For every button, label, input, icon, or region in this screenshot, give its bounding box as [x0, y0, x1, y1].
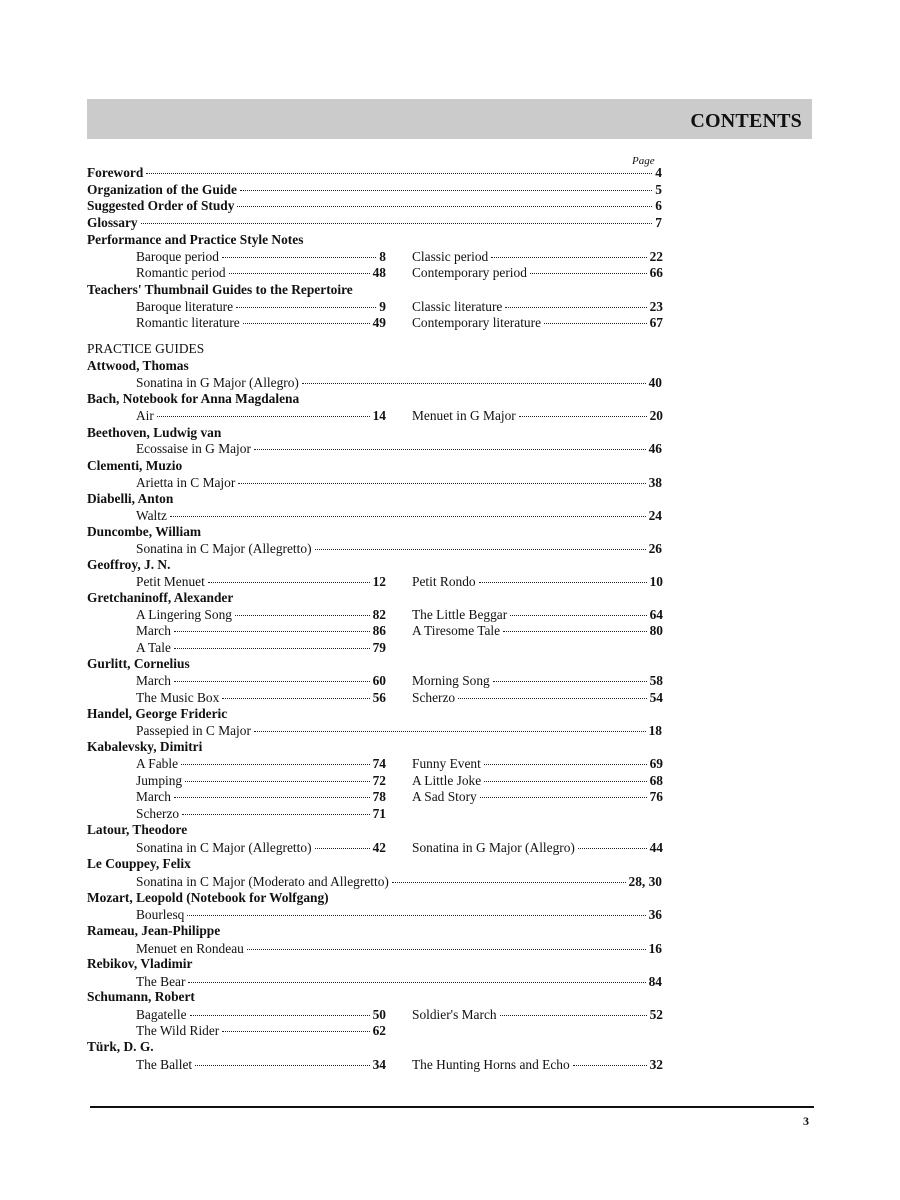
- toc-entry-title: The Hunting Horns and Echo: [412, 1057, 570, 1072]
- toc-entry-page: 6: [655, 198, 662, 213]
- toc-entry: [412, 690, 663, 706]
- toc-section-heading: Gretchaninoff, Alexander: [87, 590, 234, 605]
- toc-entry-title: A Tale: [136, 640, 171, 655]
- dot-leader: [510, 615, 646, 616]
- toc-entry-page: 48: [372, 265, 386, 280]
- toc-section-heading: PRACTICE GUIDES: [87, 341, 205, 356]
- toc-entry-page: 54: [649, 690, 663, 705]
- toc-section-heading: Beethoven, Ludwig van: [87, 425, 222, 440]
- dot-leader: [174, 797, 370, 798]
- toc-entry-page: 44: [649, 840, 663, 855]
- dot-leader: [240, 190, 652, 191]
- toc-entry: [136, 806, 386, 822]
- toc-section-heading: Latour, Theodore: [87, 822, 188, 837]
- toc-entry: [136, 756, 386, 772]
- toc-section-heading: Mozart, Leopold (Notebook for Wolfgang): [87, 890, 329, 905]
- toc-entry: [412, 789, 663, 805]
- toc-entry-page: 34: [372, 1057, 386, 1072]
- dot-leader: [491, 257, 646, 258]
- dot-leader: [182, 814, 369, 815]
- toc-section-heading: Diabelli, Anton: [87, 491, 174, 506]
- dot-leader: [254, 731, 646, 732]
- toc-entry-title: Suggested Order of Study: [87, 198, 235, 213]
- toc-entry: [136, 375, 662, 391]
- toc-entry-page: 49: [372, 315, 386, 330]
- toc-section-heading: Le Couppey, Felix: [87, 856, 191, 871]
- toc-entry-page: 66: [649, 265, 663, 280]
- toc-section-heading: Attwood, Thomas: [87, 358, 189, 373]
- toc-section-heading: Teachers' Thumbnail Guides to the Repertoire: [87, 282, 353, 297]
- toc-section-heading: Geoffroy, J. N.: [87, 557, 171, 572]
- toc-entry: [412, 673, 663, 689]
- toc-entry: [136, 265, 386, 281]
- dot-leader: [243, 323, 370, 324]
- toc-entry: [412, 607, 663, 623]
- dot-leader: [480, 797, 647, 798]
- toc-entry: [136, 574, 386, 590]
- toc-entry: [136, 249, 386, 265]
- dot-leader: [237, 206, 652, 207]
- toc-entry: [136, 789, 386, 805]
- toc-entry-page: 46: [648, 441, 662, 456]
- toc-entry-page: 80: [649, 623, 663, 638]
- toc-entry: [136, 315, 386, 331]
- page-title: CONTENTS: [690, 110, 802, 132]
- dot-leader: [302, 383, 646, 384]
- dot-leader: [484, 764, 647, 765]
- dot-leader: [222, 257, 376, 258]
- toc-entry: [136, 541, 662, 557]
- toc-entry: [136, 1057, 386, 1073]
- toc-entry: [412, 315, 663, 331]
- dot-leader: [503, 631, 647, 632]
- dot-leader: [505, 307, 646, 308]
- toc-entry: [136, 475, 662, 491]
- dot-leader: [254, 449, 646, 450]
- toc-entry-page: 72: [372, 773, 386, 788]
- dot-leader: [315, 848, 370, 849]
- toc-entry-title: Passepied in C Major: [136, 723, 251, 738]
- toc-entry-title: Contemporary period: [412, 265, 527, 280]
- toc-entry-page: 36: [648, 907, 662, 922]
- toc-entry: [136, 690, 386, 706]
- toc-entry-page: 86: [372, 623, 386, 638]
- toc-entry: [412, 1007, 663, 1023]
- dot-leader: [174, 648, 370, 649]
- toc-entry-title: The Ballet: [136, 1057, 193, 1072]
- toc-entry-title: Funny Event: [412, 756, 481, 771]
- toc-entry-page: 8: [379, 249, 386, 264]
- toc-entry-page: 22: [649, 249, 663, 264]
- toc-section-heading: Rebikov, Vladimir: [87, 956, 193, 971]
- toc-entry-page: 42: [372, 840, 386, 855]
- toc-entry-page: 32: [649, 1057, 663, 1072]
- toc-entry-title: Sonatina in C Major (Moderato and Allegretto): [136, 874, 389, 889]
- dot-leader: [578, 848, 647, 849]
- toc-entry-page: 71: [372, 806, 386, 821]
- toc-entry: [87, 165, 662, 181]
- dot-leader: [222, 698, 369, 699]
- toc-entry-title: Scherzo: [412, 690, 456, 705]
- toc-entry-title: Foreword: [87, 165, 144, 180]
- toc-entry-title: Arietta in C Major: [136, 475, 236, 490]
- toc-entry-title: Classic period: [412, 249, 489, 264]
- footer-page-number: 3: [803, 1114, 809, 1128]
- toc-section-heading: Clementi, Muzio: [87, 458, 183, 473]
- page-column-label: Page: [632, 155, 655, 167]
- dot-leader: [315, 549, 646, 550]
- toc-entry: [412, 773, 663, 789]
- toc-entry-title: Waltz: [136, 508, 167, 523]
- toc-entry: [136, 907, 662, 923]
- dot-leader: [573, 1065, 647, 1066]
- toc-entry-page: 24: [648, 508, 662, 523]
- toc-entry: [412, 1057, 663, 1073]
- toc-entry-title: Baroque literature: [136, 299, 234, 314]
- toc-entry-title: Petit Menuet: [136, 574, 205, 589]
- dot-leader: [187, 915, 645, 916]
- footer-rule: [90, 1106, 814, 1108]
- toc-entry: [136, 941, 662, 957]
- toc-entry: [136, 673, 386, 689]
- toc-entry-title: Baroque period: [136, 249, 219, 264]
- toc-entry-title: A Lingering Song: [136, 607, 232, 622]
- toc-entry: [136, 1007, 386, 1023]
- toc-entry-page: 10: [649, 574, 663, 589]
- dot-leader: [185, 781, 369, 782]
- dot-leader: [479, 582, 647, 583]
- toc-entry-title: Menuet en Rondeau: [136, 941, 244, 956]
- toc-entry-page: 18: [648, 723, 662, 738]
- dot-leader: [190, 1015, 370, 1016]
- toc-entry-title: Ecossaise in G Major: [136, 441, 251, 456]
- toc-entry: [136, 974, 662, 990]
- toc-entry-page: 56: [372, 690, 386, 705]
- toc-entry-page: 40: [648, 375, 662, 390]
- toc-entry-page: 74: [372, 756, 386, 771]
- dot-leader: [157, 416, 370, 417]
- dot-leader: [235, 615, 370, 616]
- dot-leader: [195, 1065, 369, 1066]
- toc-entry-page: 28, 30: [628, 874, 662, 889]
- toc-entry-title: A Tiresome Tale: [412, 623, 501, 638]
- toc-entry-page: 78: [372, 789, 386, 804]
- dot-leader: [229, 273, 370, 274]
- dot-leader: [146, 173, 652, 174]
- toc-entry-page: 67: [649, 315, 663, 330]
- dot-leader: [458, 698, 646, 699]
- toc-entry: [136, 773, 386, 789]
- toc-entry-title: Scherzo: [136, 806, 180, 821]
- toc-section-heading: Rameau, Jean-Philippe: [87, 923, 221, 938]
- toc-section-heading: Bach, Notebook for Anna Magdalena: [87, 391, 300, 406]
- toc-entry: [136, 508, 662, 524]
- toc-entry-page: 69: [649, 756, 663, 771]
- toc-entry-page: 16: [648, 941, 662, 956]
- toc-section-heading: Performance and Practice Style Notes: [87, 232, 304, 247]
- toc-entry: [87, 198, 662, 214]
- toc-entry: [412, 574, 663, 590]
- toc-entry-title: Morning Song: [412, 673, 490, 688]
- toc-entry: [136, 723, 662, 739]
- toc-entry-title: Sonatina in C Major (Allegretto): [136, 541, 312, 556]
- toc-entry-title: Air: [136, 408, 154, 423]
- toc-entry-title: Sonatina in G Major (Allegro): [412, 840, 575, 855]
- toc-entry-page: 58: [649, 673, 663, 688]
- toc-entry: [412, 299, 663, 315]
- dot-leader: [247, 949, 646, 950]
- toc-entry-title: The Little Beggar: [412, 607, 508, 622]
- toc-entry: [136, 408, 386, 424]
- toc-entry-title: March: [136, 789, 171, 804]
- toc-entry: [412, 408, 663, 424]
- toc-entry: [136, 607, 386, 623]
- toc-entry-title: March: [136, 623, 171, 638]
- toc-entry-title: Jumping: [136, 773, 183, 788]
- toc-entry-title: The Wild Rider: [136, 1023, 220, 1038]
- dot-leader: [484, 781, 646, 782]
- toc-entry-page: 4: [655, 165, 662, 180]
- toc-entry-title: Bagatelle: [136, 1007, 187, 1022]
- toc-entry: [87, 215, 662, 231]
- toc-entry: [136, 640, 386, 656]
- toc-entry-title: March: [136, 673, 171, 688]
- toc-entry-title: Sonatina in G Major (Allegro): [136, 375, 299, 390]
- dot-leader: [236, 307, 376, 308]
- toc-entry-title: Romantic literature: [136, 315, 240, 330]
- toc-entry-page: 64: [649, 607, 663, 622]
- toc-entry-page: 23: [649, 299, 663, 314]
- toc-entry: [136, 874, 662, 890]
- toc-entry-page: 38: [648, 475, 662, 490]
- toc-entry: [136, 299, 386, 315]
- toc-section-heading: Handel, George Frideric: [87, 706, 228, 721]
- toc-entry: [412, 249, 663, 265]
- toc-entry-page: 62: [372, 1023, 386, 1038]
- toc-entry-title: Organization of the Guide: [87, 182, 237, 197]
- toc-entry-title: Menuet in G Major: [412, 408, 516, 423]
- toc-entry: [136, 441, 662, 457]
- dot-leader: [188, 982, 645, 983]
- toc-entry: [136, 623, 386, 639]
- toc-entry-page: 50: [372, 1007, 386, 1022]
- toc-entry-page: 14: [372, 408, 386, 423]
- toc-entry-page: 52: [649, 1007, 663, 1022]
- toc-entry-title: Romantic period: [136, 265, 226, 280]
- dot-leader: [519, 416, 647, 417]
- toc-entry-title: Petit Rondo: [412, 574, 476, 589]
- toc-entry-title: Bourlesq: [136, 907, 185, 922]
- toc-entry-page: 76: [649, 789, 663, 804]
- toc-entry-page: 68: [649, 773, 663, 788]
- dot-leader: [141, 223, 653, 224]
- toc-entry-page: 79: [372, 640, 386, 655]
- toc-entry-title: A Little Joke: [412, 773, 482, 788]
- toc-entry-title: Contemporary literature: [412, 315, 542, 330]
- toc-entry-title: Classic literature: [412, 299, 503, 314]
- dot-leader: [530, 273, 647, 274]
- toc-entry: [412, 265, 663, 281]
- toc-entry-title: A Sad Story: [412, 789, 477, 804]
- toc-entry-page: 12: [372, 574, 386, 589]
- toc-section-heading: Schumann, Robert: [87, 989, 195, 1004]
- dot-leader: [208, 582, 370, 583]
- toc-entry: [136, 1023, 386, 1039]
- toc-entry-page: 5: [655, 182, 662, 197]
- dot-leader: [174, 681, 370, 682]
- toc-entry-page: 9: [379, 299, 386, 314]
- toc-entry-page: 7: [655, 215, 662, 230]
- toc-entry: [412, 756, 663, 772]
- dot-leader: [500, 1015, 647, 1016]
- toc-entry: [136, 840, 386, 856]
- toc-entry-title: Glossary: [87, 215, 138, 230]
- dot-leader: [170, 516, 646, 517]
- toc-entry-title: The Music Box: [136, 690, 220, 705]
- toc-section-heading: Gurlitt, Cornelius: [87, 656, 190, 671]
- toc-section-heading: Türk, D. G.: [87, 1039, 154, 1054]
- toc-entry-page: 60: [372, 673, 386, 688]
- toc-entry-title: Soldier's March: [412, 1007, 497, 1022]
- toc-entry: [412, 840, 663, 856]
- toc-entry: [87, 182, 662, 198]
- toc-entry-title: The Bear: [136, 974, 186, 989]
- toc-entry-page: 20: [649, 408, 663, 423]
- dot-leader: [392, 882, 626, 883]
- toc-entry: [412, 623, 663, 639]
- dot-leader: [493, 681, 647, 682]
- toc-section-heading: Kabalevsky, Dimitri: [87, 739, 203, 754]
- dot-leader: [544, 323, 647, 324]
- dot-leader: [222, 1031, 369, 1032]
- toc-entry-page: 26: [648, 541, 662, 556]
- dot-leader: [174, 631, 370, 632]
- toc-entry-title: A Fable: [136, 756, 179, 771]
- toc-entry-title: Sonatina in C Major (Allegretto): [136, 840, 312, 855]
- toc-section-heading: Duncombe, William: [87, 524, 202, 539]
- dot-leader: [181, 764, 370, 765]
- toc-entry-page: 84: [648, 974, 662, 989]
- dot-leader: [238, 483, 645, 484]
- toc-entry-page: 82: [372, 607, 386, 622]
